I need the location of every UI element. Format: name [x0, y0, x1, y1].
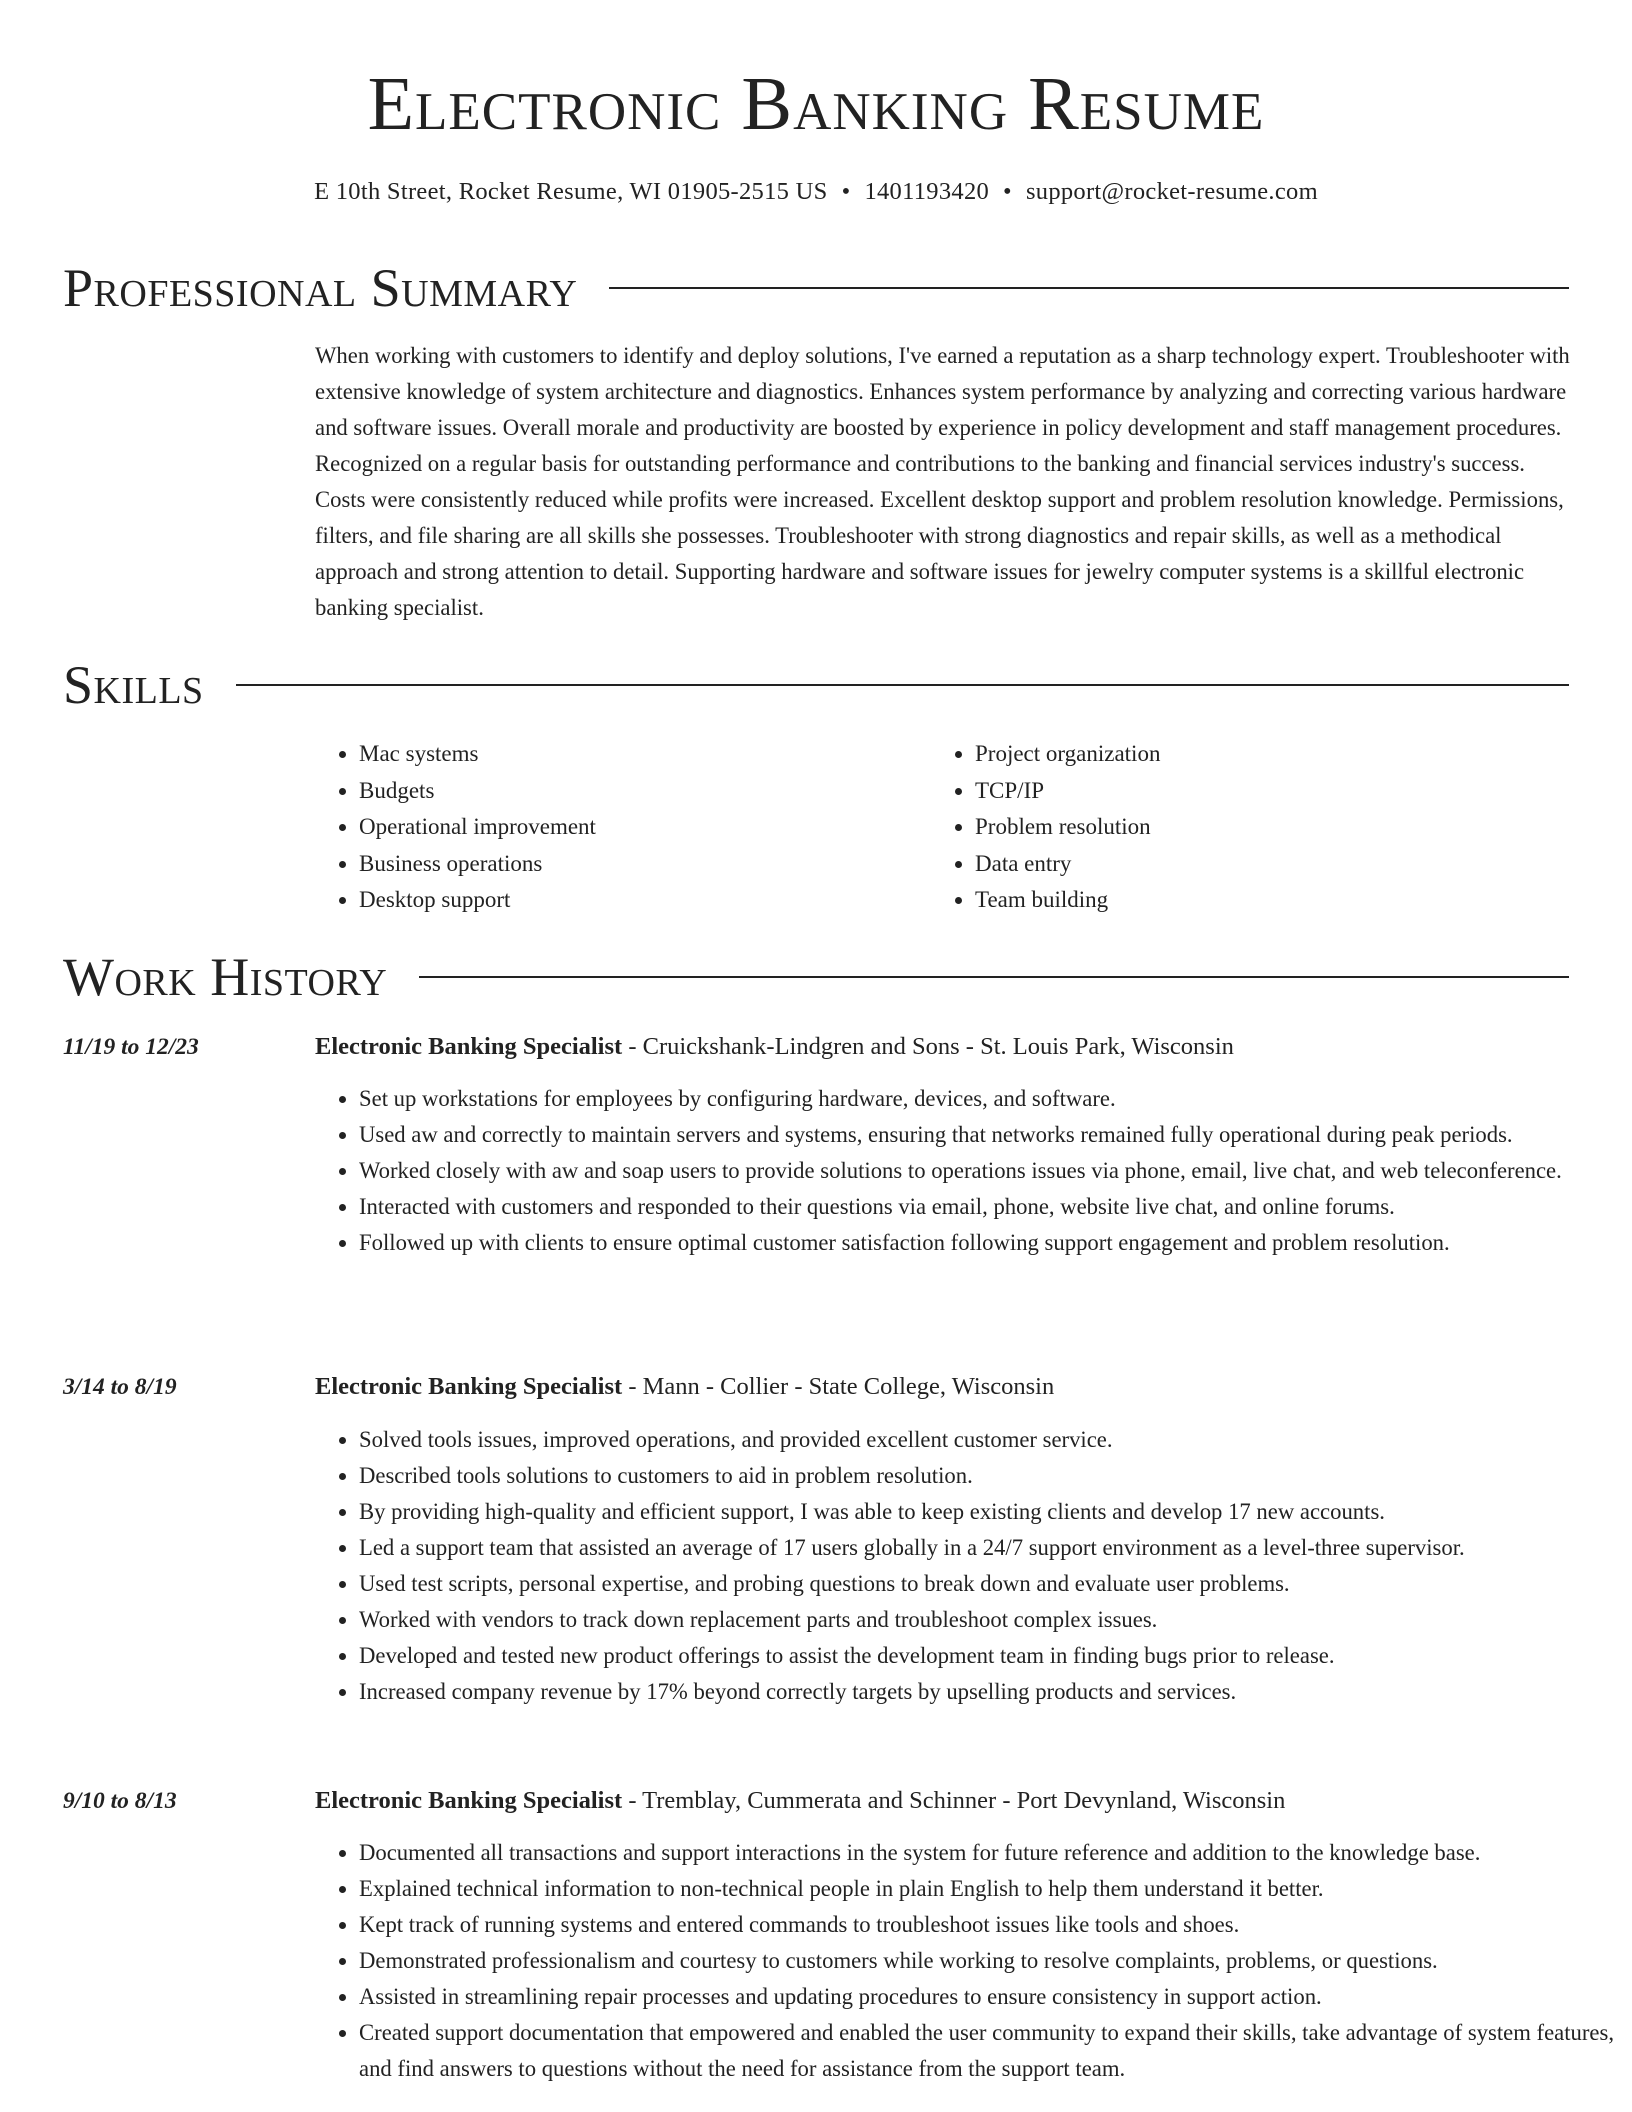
job-employer-location: - Cruickshank-Lindgren and Sons - St. Louis Park, Wisconsin — [622, 1033, 1234, 1060]
job-bullet: • Used test scripts, personal expertise, and probing questions to break down and evaluate user problems. — [359, 1566, 1621, 1602]
job-bullet: • Developed and tested new product offerings to assist the development team in finding bugs prior to release. — [359, 1638, 1621, 1674]
skill-item: • Budgets — [359, 773, 596, 810]
job-bullet: • Increased company revenue by 17% beyond correctly targets by upselling products and services. — [359, 1674, 1621, 1710]
skills-list-right — [931, 736, 1160, 919]
work-history-heading — [63, 945, 1569, 1009]
job-employer-location: - Mann - Collier - State College, Wisconsin — [622, 1373, 1055, 1400]
separator: • — [1003, 178, 1012, 205]
job-title: Electronic Banking Specialist — [315, 1033, 623, 1060]
summary-heading-text: Professional Summary — [63, 258, 578, 318]
job-dates: 11/19 to 12/23 — [63, 1034, 199, 1060]
job-title: Electronic Banking Specialist — [315, 1787, 623, 1814]
job-bullet: • Documented all transactions and support interactions in the system for future reference and addition to the knowledge base. — [359, 1835, 1621, 1871]
job-bullet: • Followed up with clients to ensure optimal customer satisfaction following support engagement and problem resolution. — [359, 1225, 1621, 1261]
job-bullet: • Demonstrated professionalism and courtesy to customers while working to resolve complaints, problems, or questions. — [359, 1943, 1621, 1979]
job-heading — [315, 1783, 1575, 1819]
skills-heading — [63, 653, 1569, 717]
job-bullet: • Explained technical information to non-technical people in plain English to help them understand it better. — [359, 1871, 1621, 1907]
section-divider — [609, 287, 1569, 289]
job-bullet: • Described tools solutions to customers to aid in problem resolution. — [359, 1458, 1621, 1494]
separator: • — [841, 178, 851, 205]
job-title: Electronic Banking Specialist — [315, 1373, 623, 1400]
job-bullet-list — [315, 1835, 1621, 2087]
skill-item: • Project organization — [975, 736, 1160, 773]
summary-heading — [63, 256, 1569, 320]
job-bullet: • Kept track of running systems and entered commands to troubleshoot issues like tools and shoes. — [359, 1907, 1621, 1943]
skill-item: • Problem resolution — [975, 809, 1160, 846]
work-history-heading-text: Work History — [63, 947, 388, 1007]
job-bullet-list — [315, 1422, 1621, 1710]
job-bullet: • Solved tools issues, improved operations, and provided excellent customer service. — [359, 1422, 1621, 1458]
resume-title: Electronic Banking Resume — [367, 62, 1265, 146]
phone: 1401193420 — [864, 178, 990, 205]
job-heading — [315, 1029, 1575, 1065]
section-divider — [236, 684, 1569, 686]
email: support@rocket-resume.com — [1025, 178, 1318, 205]
job-bullet: • Worked closely with aw and soap users to provide solutions to operations issues via phone, email, live chat, and web teleconference. — [359, 1153, 1621, 1189]
job-bullet: • Led a support team that assisted an average of 17 users globally in a 24/7 support environment as a level-three supervisor. — [359, 1530, 1621, 1566]
skill-item: • Desktop support — [359, 882, 596, 919]
job-heading — [315, 1369, 1575, 1405]
job-bullet: • By providing high-quality and efficient support, I was able to keep existing clients and develop 17 new accounts. — [359, 1494, 1621, 1530]
job-bullet: • Worked with vendors to track down replacement parts and troubleshoot complex issues. — [359, 1602, 1621, 1638]
job-employer-location: - Tremblay, Cummerata and Schinner - Port Devynland, Wisconsin — [622, 1787, 1286, 1814]
skills-list-left — [315, 736, 596, 919]
skill-item: • Mac systems — [359, 736, 596, 773]
job-dates: 9/10 to 8/13 — [63, 1788, 177, 1814]
job-bullet: • Set up workstations for employees by configuring hardware, devices, and software. — [359, 1081, 1621, 1117]
job-bullet: • Used aw and correctly to maintain servers and systems, ensuring that networks remained fully operational during peak periods. — [359, 1117, 1621, 1153]
contact-info — [0, 176, 1632, 208]
skill-item: • Data entry — [975, 846, 1160, 883]
job-dates: 3/14 to 8/19 — [63, 1374, 177, 1400]
job-bullet: • Created support documentation that empowered and enabled the user community to expand their skills, take advantage of system features, and find answers to questions without the need for assistance from the support team. — [359, 2015, 1621, 2087]
address: E 10th Street, Rocket Resume, WI 01905-2515 US — [314, 178, 828, 205]
skill-item: • TCP/IP — [975, 773, 1160, 810]
job-bullet-list — [315, 1081, 1621, 1261]
skill-item: • Team building — [975, 882, 1160, 919]
skill-item: • Operational improvement — [359, 809, 596, 846]
summary-text: When working with customers to identify and deploy solutions, I've earned a reputation as a sharp technology expert. Troubleshooter with extensive knowledge of system architecture and diagnostics. Enhances system performance by analyzing and correcting various hardware and software issues. Overall morale and productivity are boosted by experience in policy development and staff management procedures. Recognized on a regular basis for outstanding performance and contributions to the banking and financial services industry's success. Costs were consistently reduced while profits were increased. Excellent desktop support and problem resolution knowledge. Permissions, filters, and file sharing are all skills she possesses. Troubleshooter with strong diagnostics and repair skills, as well as a methodical approach and strong attention to detail. Supporting hardware and software issues for jewelry computer systems is a skillful electronic banking specialist. — [315, 343, 1570, 620]
job-bullet: • Interacted with customers and responded to their questions via email, phone, website live chat, and online forums. — [359, 1189, 1621, 1225]
section-divider — [419, 976, 1569, 978]
skills-heading-text: Skills — [63, 655, 204, 715]
skill-item: • Business operations — [359, 846, 596, 883]
job-bullet: • Assisted in streamlining repair processes and updating procedures to ensure consistency in support action. — [359, 1979, 1621, 2015]
